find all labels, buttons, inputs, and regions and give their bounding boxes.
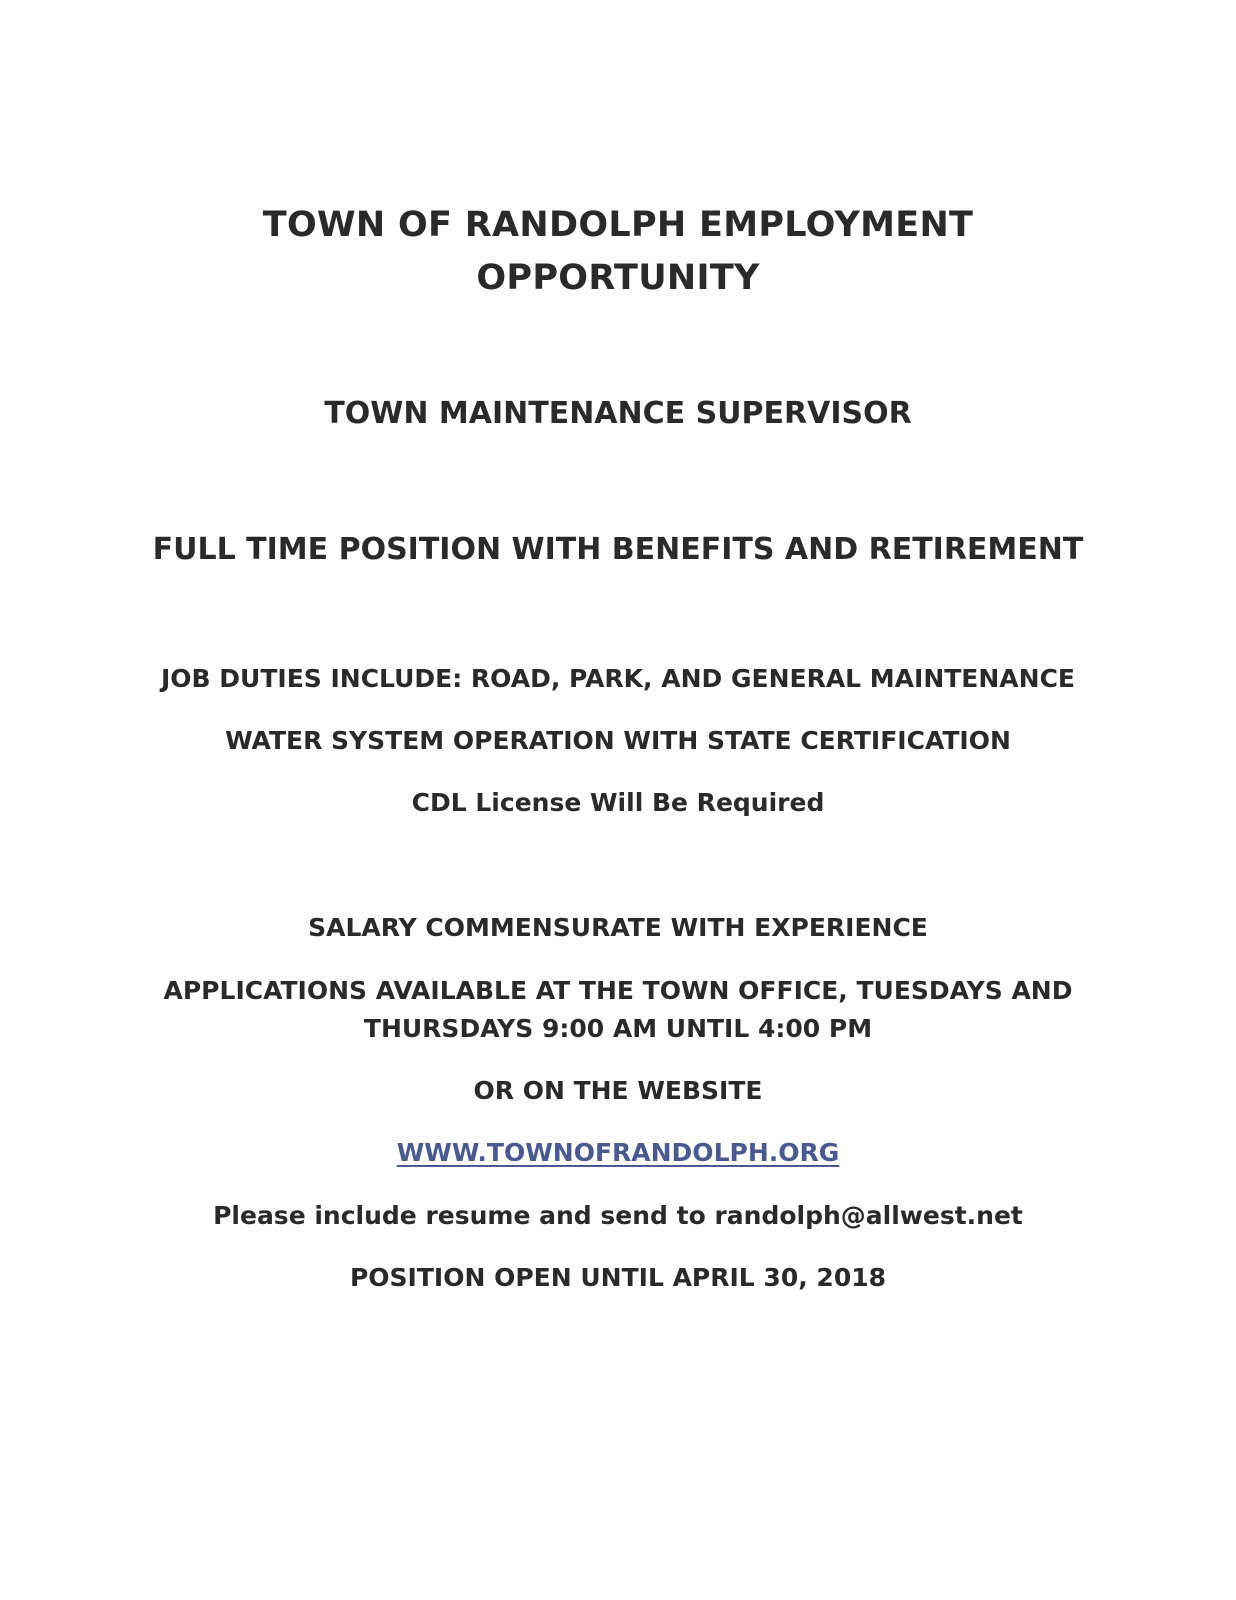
salary-line: SALARY COMMENSURATE WITH EXPERIENCE <box>308 913 928 942</box>
website-link[interactable]: WWW.TOWNOFRANDOLPH.ORG <box>396 1138 840 1167</box>
water-system-line: WATER SYSTEM OPERATION WITH STATE CERTIFICATION <box>225 726 1011 755</box>
cdl-requirement-line: CDL License Will Be Required <box>411 788 825 817</box>
deadline-line: POSITION OPEN UNTIL APRIL 30, 2018 <box>349 1263 887 1292</box>
applications-line-1: APPLICATIONS AVAILABLE AT THE TOWN OFFICE, TUESDAYS AND <box>163 976 1073 1005</box>
applications-line-2: THURSDAYS 9:00 AM UNTIL 4:00 PM <box>363 1014 873 1043</box>
employment-type: FULL TIME POSITION WITH BENEFITS AND RETIREMENT <box>152 532 1084 567</box>
title-line-2: OPPORTUNITY <box>476 258 760 298</box>
resume-note: Please include resume and send to randolph@allwest.net <box>213 1201 1023 1230</box>
position-title: TOWN MAINTENANCE SUPERVISOR <box>324 396 912 431</box>
website-link-row <box>0 1138 1236 1167</box>
website-intro: OR ON THE WEBSITE <box>473 1076 763 1105</box>
job-duties-line: JOB DUTIES INCLUDE: ROAD, PARK, AND GENERAL MAINTENANCE <box>160 664 1076 693</box>
title-line-1: TOWN OF RANDOLPH EMPLOYMENT <box>262 205 974 245</box>
